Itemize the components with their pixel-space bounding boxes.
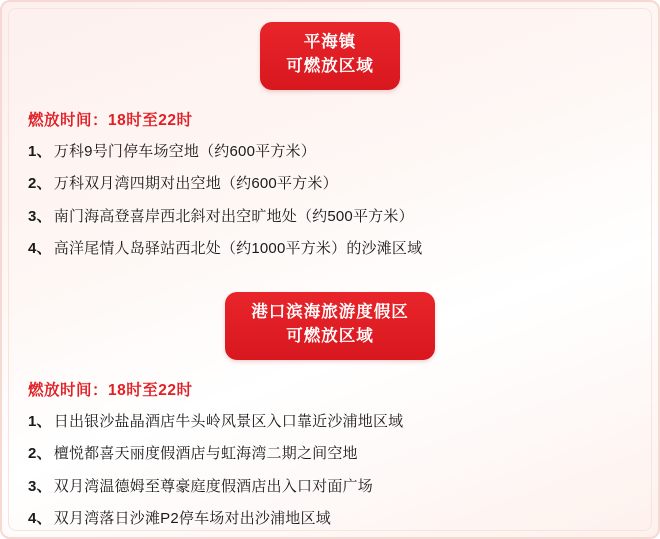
list-item (28, 503, 632, 536)
list-item-text: 南门海高登喜岸西北斜对出空旷地处（约500平方米） (53, 207, 414, 225)
list-item-number: 3、 (28, 207, 52, 225)
list-item (28, 406, 632, 439)
badge-wrap-pinghai (28, 22, 632, 90)
badge-title-line2: 可燃放区域 (286, 326, 374, 345)
list-item (28, 201, 632, 234)
list-item-number: 4、 (28, 240, 52, 258)
badge-wrap-gangkou (28, 292, 632, 360)
list-item-text: 高洋尾情人岛驿站西北处（约1000平方米）的沙滩区域 (53, 240, 423, 258)
badge-title-line2: 可燃放区域 (286, 56, 374, 75)
badge-title-line1: 港口滨海旅游度假区 (251, 302, 409, 321)
list-item-text: 万科双月湾四期对出空地（约600平方米） (53, 175, 338, 193)
list-item-text: 双月湾温德姆至尊豪庭度假酒店出入口对面广场 (53, 477, 373, 495)
list-item-text: 日出银沙盐晶酒店牛头岭风景区入口靠近沙浦地区域 (53, 412, 404, 430)
section-pinghai (2, 2, 658, 266)
zone-list-pinghai (28, 136, 632, 266)
list-item-number: 4、 (28, 510, 52, 528)
section-gangkou (2, 266, 658, 536)
firework-time-pinghai: 燃放时间：18时至22时 (28, 111, 193, 129)
list-item-number: 1、 (28, 412, 52, 430)
list-item (28, 438, 632, 471)
list-item-number: 1、 (28, 142, 52, 160)
list-item-number: 3、 (28, 477, 52, 495)
list-item (28, 233, 632, 266)
list-item (28, 168, 632, 201)
list-item-number: 2、 (28, 445, 52, 463)
list-item (28, 136, 632, 169)
zone-list-gangkou (28, 406, 632, 536)
firework-time-gangkou: 燃放时间：18时至22时 (28, 381, 193, 399)
list-item (28, 471, 632, 504)
list-item-text: 双月湾落日沙滩P2停车场对出沙浦地区域 (53, 510, 331, 528)
list-item-text: 檀悦都喜天丽度假酒店与虹海湾二期之间空地 (53, 445, 358, 463)
list-item-number: 2、 (28, 175, 52, 193)
section-badge-gangkou (225, 292, 435, 360)
badge-title-line1: 平海镇 (303, 33, 357, 51)
list-item-text: 万科9号门停车场空地（约600平方米） (53, 142, 316, 160)
section-badge-pinghai (260, 22, 400, 90)
